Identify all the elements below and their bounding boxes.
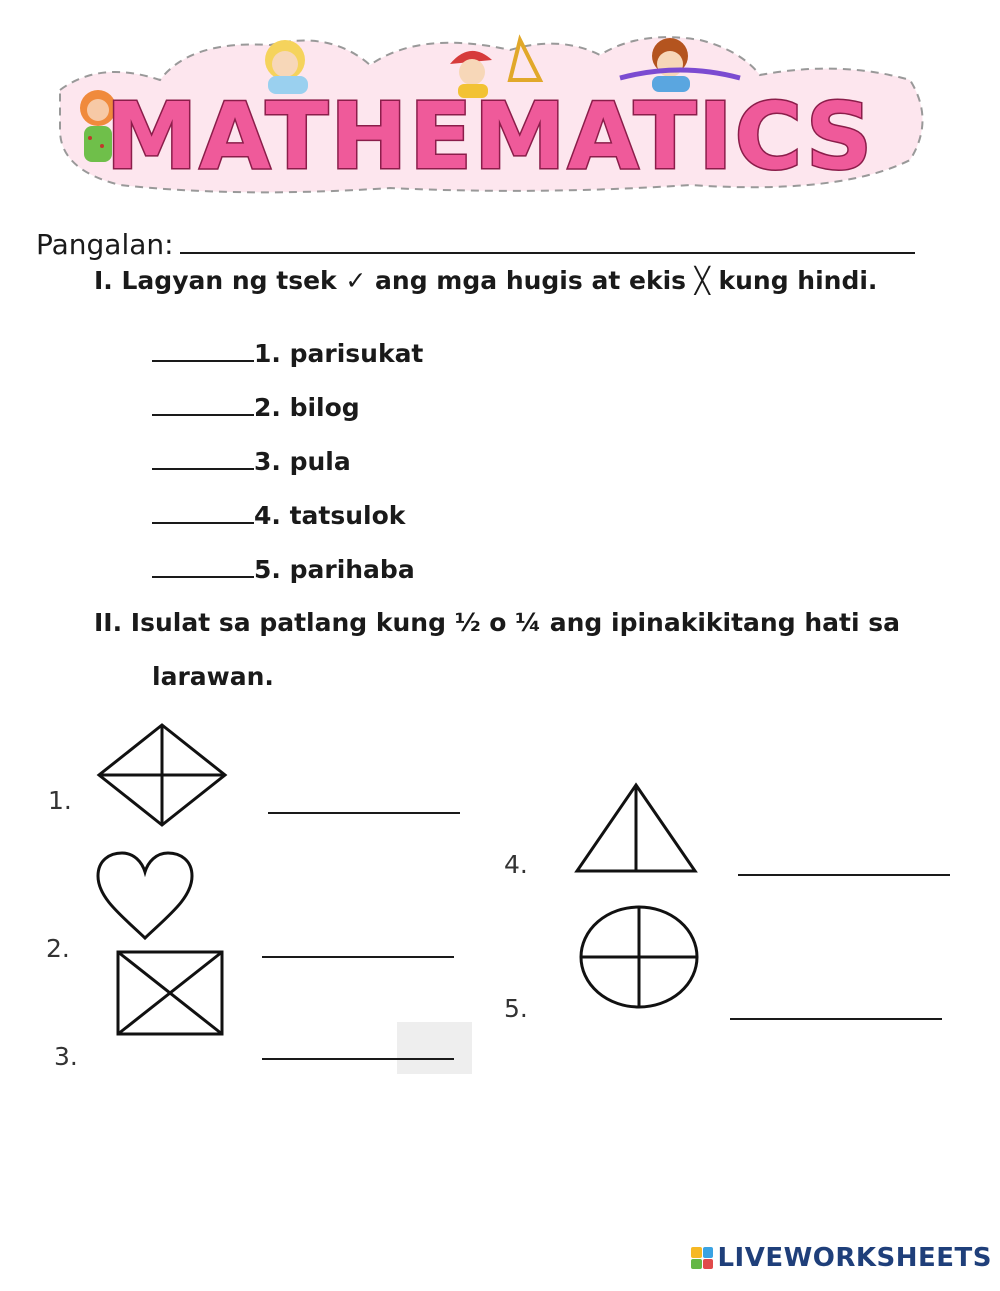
part2-instruction: II. Isulat sa patlang kung ½ o ¼ ang ipinakikitang hati sa [94,608,900,637]
item-label: 1. parisukat [254,339,424,368]
shape-number: 4. [504,850,528,879]
part1-item [152,446,351,476]
part2-instruction-cont: larawan. [152,662,274,691]
part1-item [152,554,415,584]
answer-line[interactable] [730,1018,942,1020]
square-x-icon [116,950,224,1036]
item-label: 4. tatsulok [254,501,406,530]
liveworksheets-logo[interactable] [691,1243,992,1273]
shape-number: 5. [504,994,528,1023]
answer-blank[interactable] [152,446,254,470]
shape-number: 1. [48,786,72,815]
answer-blank[interactable] [152,500,254,524]
item-label: 2. bilog [254,393,360,422]
diamond-quartered-icon [96,722,228,828]
shape-number: 3. [54,1042,78,1071]
liveworksheets-icon [691,1247,713,1269]
part1-instruction: I. Lagyan ng tsek ✓ ang mga hugis at ekis ╳ kung hindi. [94,266,878,295]
shape-number: 2. [46,934,70,963]
part1-item [152,500,405,530]
item-label: 3. pula [254,447,351,476]
logo-text: LIVEWORKSHEETS [717,1243,992,1273]
answer-line[interactable] [268,812,460,814]
name-row [36,226,915,261]
circle-quartered-icon [578,904,700,1010]
item-label: 5. parihaba [254,555,415,584]
answer-line[interactable] [262,956,454,958]
banner-title: MATHEMATICS [105,83,875,190]
answer-blank[interactable] [152,554,254,578]
answer-line[interactable] [738,874,950,876]
part1-item [152,338,423,368]
part1-item [152,392,360,422]
answer-blank[interactable] [152,392,254,416]
heart-icon [92,850,198,942]
answer-line[interactable] [262,1058,454,1060]
name-input-line[interactable] [180,226,915,254]
answer-blank[interactable] [152,338,254,362]
name-label: Pangalan: [36,228,174,261]
triangle-halved-icon [574,782,698,874]
banner-art [40,20,940,200]
header-banner [40,20,940,200]
scan-patch [397,1022,472,1074]
